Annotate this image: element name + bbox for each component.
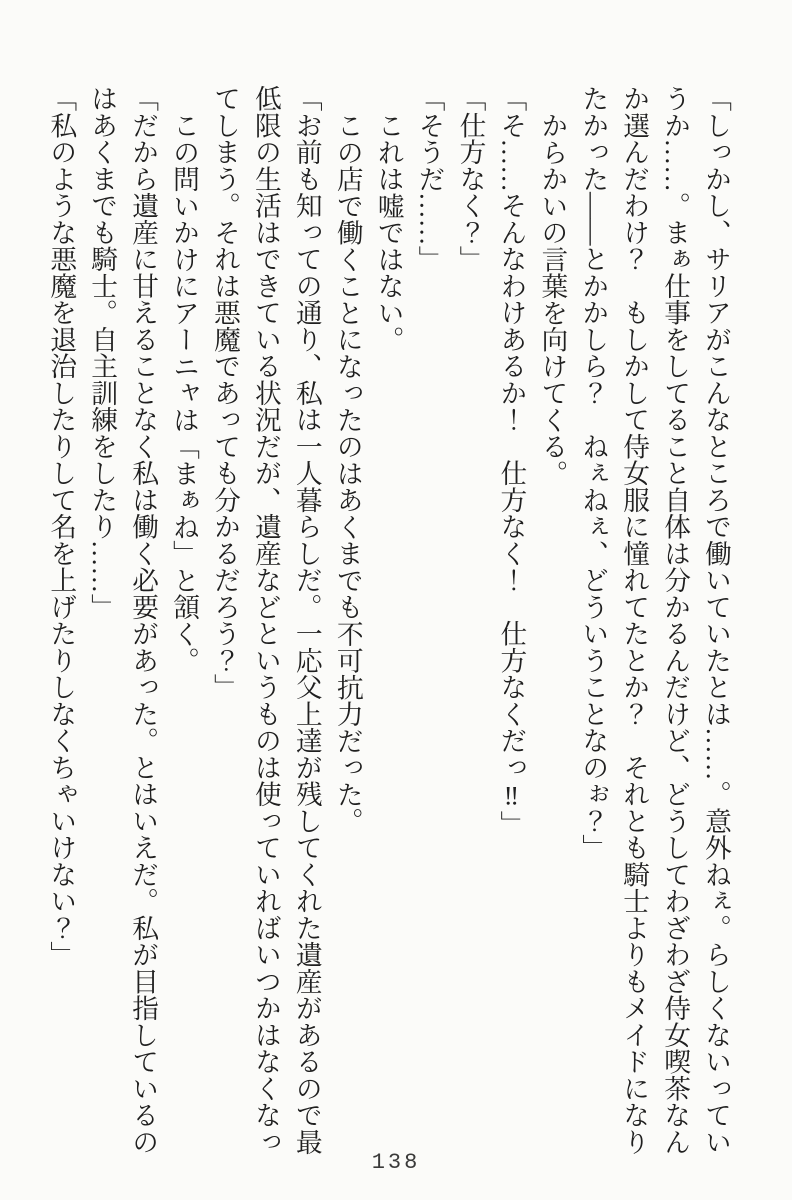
- paragraph: 「私のような悪魔を退治したりして名を上げたりしなくちゃいけない？」: [46, 85, 77, 968]
- page-number: 138: [371, 1150, 421, 1175]
- paragraph: 「仕方なく？」: [455, 85, 486, 273]
- paragraph: 「だから遺産に甘えることなく私は働く必要があった。とはいえだ。私が目指しているのはあくまでも騎士。自主訓練をしたり……」: [87, 85, 159, 1155]
- vertical-text-block: [40, 85, 736, 1155]
- paragraph: 「しっかし、サリアがこんなところで働いていたとは……。意外ねぇ。らしくないっていうか……。まぁ仕事をしてること自体は分かるんだけど、どうしてわざわざ侍女喫茶なんか選んだわけ？ もしかして侍女服に憧れてたとか？ それとも騎士よりもメイドになりたかった――とかかしら？ ねぇねぇ、どういうことなのぉ？」: [578, 85, 731, 1155]
- paragraph: 「そ……そんなわけあるか！ 仕方なく！ 仕方なくだっ‼」: [496, 85, 527, 838]
- paragraph: これは嘘ではない。: [373, 111, 404, 353]
- paragraph: 「そうだ……」: [414, 85, 445, 273]
- paragraph: この問いかけにアーニャは「まぁね」と頷く。: [169, 111, 200, 674]
- paragraph: この店で働くことになったのはあくまでも不可抗力だった。: [332, 111, 363, 834]
- paragraph: からかいの言葉を向けてくる。: [537, 111, 568, 487]
- paragraph: 「お前も知っての通り、私は一人暮らしだ。一応父上達が残してくれた遺産があるので最低限の生活はできている状況だが、遺産などというものは使っていればいつかはなくなってしまう。それは悪魔であっても分かるだろう？」: [209, 85, 322, 1155]
